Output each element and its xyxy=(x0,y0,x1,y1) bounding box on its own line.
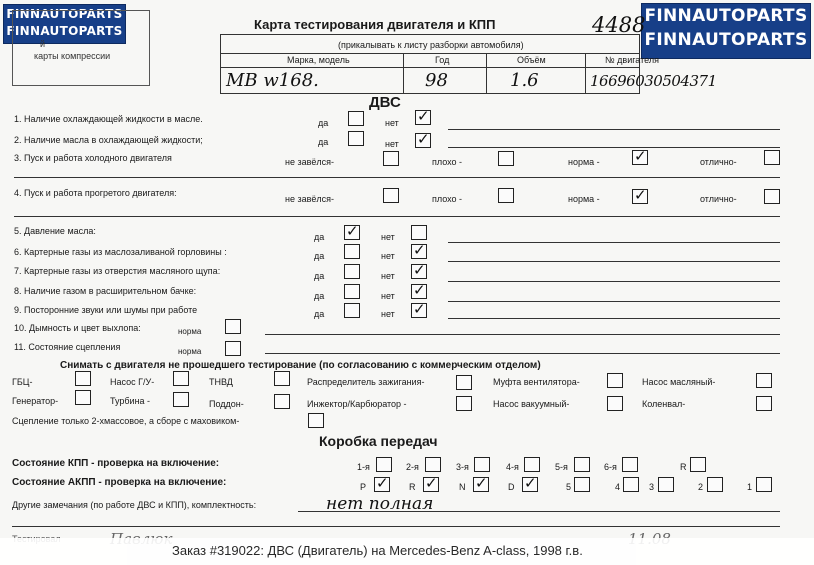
dvs-item-4-normal-checkbox[interactable] xyxy=(632,189,648,204)
header-val-year: 98 xyxy=(425,70,448,91)
dvs-item-7: 7. Картерные газы из отверстия масляного щупа: xyxy=(14,266,221,276)
gear-manual-3-checkbox[interactable] xyxy=(474,457,490,472)
remove-heading: Снимать с двигателя не прошедшего тестирование (по согласованию с коммерческим отделом) xyxy=(60,360,541,371)
dvs-item-8-no-checkbox[interactable] xyxy=(411,284,427,299)
dvs-item-1-yes-checkbox[interactable] xyxy=(348,111,364,126)
header-col-year: Год xyxy=(435,55,450,65)
dvs-item-4-bad-checkbox[interactable] xyxy=(498,188,514,203)
remove-crankshaft-label: Коленвал- xyxy=(642,399,686,409)
dvs-item-9: 9. Посторонние звуки или шумы при работе xyxy=(14,305,198,315)
remove-vacuum-pump-label: Насос вакуумный- xyxy=(493,399,570,409)
header-val-volume: 1.6 xyxy=(510,70,539,91)
dvs-item-8-yes-label: да xyxy=(314,291,325,301)
gearbox-heading: Коробка передач xyxy=(319,433,438,449)
dvs-item-6-yes-label: да xyxy=(314,251,325,261)
watermark-logo-right: FINNAUTOPARTS FINNAUTOPARTS xyxy=(641,3,811,59)
gear-auto-1-checkbox[interactable] xyxy=(756,477,772,492)
gear-manual-1-label: 1-я xyxy=(357,462,370,472)
remove-fan-clutch-label: Муфта вентилятора- xyxy=(493,377,580,387)
remove-generator-checkbox[interactable] xyxy=(75,390,91,405)
dvs-item-3-excellent-label: отлично- xyxy=(700,157,737,167)
gear-auto-n-label: N xyxy=(459,482,466,492)
gear-auto-d-checkbox[interactable] xyxy=(522,477,538,492)
gear-auto-r-label: R xyxy=(409,482,416,492)
dvs-item-3-bad-checkbox[interactable] xyxy=(498,151,514,166)
header-col-divider-2 xyxy=(486,53,487,93)
gear-manual-6-label: 6-я xyxy=(604,462,617,472)
dvs-item-4: 4. Пуск и работа прогретого двигателя: xyxy=(14,188,177,198)
dvs-item-11-norm-label: норма xyxy=(178,347,202,356)
gear-manual-2-label: 2-я xyxy=(406,462,419,472)
dvs-item-2-yes-label: да xyxy=(318,137,329,147)
dvs-item-11-norm-checkbox[interactable] xyxy=(225,341,241,356)
dvs-item-11: 11. Состояние сцепления xyxy=(14,342,121,352)
dvs-item-4-bad-label: плохо - xyxy=(432,194,463,204)
remove-gbc-checkbox[interactable] xyxy=(75,371,91,386)
dvs-item-2: 2. Наличие масла в охлаждающей жидкости; xyxy=(14,135,203,145)
remove-turbine-label: Турбина - xyxy=(110,396,151,406)
stamp-box xyxy=(12,10,150,86)
gear-manual-2-checkbox[interactable] xyxy=(425,457,441,472)
dvs-item-10: 10. Дымность и цвет выхлопа: xyxy=(14,323,141,333)
remove-injector-label: Инжектор/Карбюратор - xyxy=(307,399,407,409)
header-col-divider-3 xyxy=(585,53,586,93)
gear-manual-4-label: 4-я xyxy=(506,462,519,472)
remove-gbc-label: ГБЦ- xyxy=(12,377,33,387)
dvs-item-9-no-checkbox[interactable] xyxy=(411,303,427,318)
dvs-item-2-no-label: нет xyxy=(385,139,399,149)
gear-manual-r-label: R xyxy=(680,462,687,472)
gear-manual-5-checkbox[interactable] xyxy=(574,457,590,472)
dvs-item-1-no-checkbox[interactable] xyxy=(415,110,431,125)
dvs-item-9-yes-checkbox[interactable] xyxy=(344,303,360,318)
doc-number: 4488 xyxy=(592,13,646,37)
stamp-text-1: й xyxy=(40,39,46,49)
dvs-item-3-normal-checkbox[interactable] xyxy=(632,150,648,165)
dvs-item-5-no-label: нет xyxy=(381,232,395,242)
dvs-item-3-bad-label: плохо - xyxy=(432,157,463,167)
dvs-item-4-not-started-label: не завёлся- xyxy=(285,194,335,204)
remove-clutch-note: Сцепление только 2-хмассовое, а сборе с маховиком- xyxy=(12,416,240,426)
dvs-item-5-yes-checkbox[interactable] xyxy=(344,225,360,240)
gear-auto-n-checkbox[interactable] xyxy=(473,477,489,492)
dvs-item-7-yes-checkbox[interactable] xyxy=(344,264,360,279)
gear-auto-p-checkbox[interactable] xyxy=(374,477,390,492)
dvs-item-4-not-started-checkbox[interactable] xyxy=(383,188,399,203)
remove-generator-label: Генератор- xyxy=(12,396,59,406)
remove-oil-pump-label: Насос масляный- xyxy=(642,377,716,387)
remove-crankshaft-checkbox[interactable] xyxy=(756,396,772,411)
dvs-item-6: 6. Картерные газы из маслозаливаной горловины : xyxy=(14,247,227,257)
dvs-item-10-norm-label: норма xyxy=(178,327,202,336)
header-col-model: Марка, модель xyxy=(287,55,350,65)
gear-auto-3-label: 3 xyxy=(649,482,655,492)
remove-pump-gu-label: Насос Г/У- xyxy=(110,377,155,387)
remove-pump-gu-checkbox[interactable] xyxy=(173,371,189,386)
gear-manual-r-checkbox[interactable] xyxy=(690,457,706,472)
gearbox-akpp-label: Состояние АКПП - проверка на включение: xyxy=(12,477,227,488)
header-val-model: MB w168. xyxy=(226,70,319,91)
gear-auto-2-checkbox[interactable] xyxy=(707,477,723,492)
header-val-engine-no: 16696030504371 xyxy=(590,72,717,90)
gear-manual-3-label: 3-я xyxy=(456,462,469,472)
gear-auto-3-checkbox[interactable] xyxy=(658,477,674,492)
dvs-item-2-yes-checkbox[interactable] xyxy=(348,131,364,146)
remove-sump-checkbox[interactable] xyxy=(274,394,290,409)
gear-auto-4-label: 4 xyxy=(615,482,621,492)
dvs-item-1-yes-label: да xyxy=(318,118,329,128)
dvs-item-7-yes-label: да xyxy=(314,271,325,281)
dvs-item-8-no-label: нет xyxy=(381,291,395,301)
dvs-item-5-no-checkbox[interactable] xyxy=(411,225,427,240)
dvs-item-6-no-label: нет xyxy=(381,251,395,261)
header-col-volume: Объём xyxy=(517,55,546,65)
remove-vacuum-pump-checkbox[interactable] xyxy=(607,396,623,411)
dvs-item-4-excellent-checkbox[interactable] xyxy=(764,189,780,204)
dvs-item-9-no-label: нет xyxy=(381,309,395,319)
remove-distributor-checkbox[interactable] xyxy=(456,375,472,390)
dvs-item-3-normal-label: норма - xyxy=(568,157,600,167)
gear-auto-5-label: 5 xyxy=(566,482,572,492)
remove-distributor-label: Распределитель зажигания- xyxy=(307,377,425,387)
dvs-item-5: 5. Давление масла: xyxy=(14,226,96,236)
dvs-item-9-yes-label: да xyxy=(314,309,325,319)
header-col-divider-1 xyxy=(403,53,404,93)
remove-tnvd-checkbox[interactable] xyxy=(274,371,290,386)
remarks-value: нет полная xyxy=(326,494,434,514)
remove-oil-pump-checkbox[interactable] xyxy=(756,373,772,388)
remove-turbine-checkbox[interactable] xyxy=(173,392,189,407)
dvs-item-1-no-label: нет xyxy=(385,118,399,128)
header-col-engine-no: № двигателя xyxy=(605,55,659,65)
header-subtitle: (прикалывать к листу разборки автомобиля) xyxy=(338,40,524,50)
dvs-item-4-normal-label: норма - xyxy=(568,194,600,204)
gear-auto-4-checkbox[interactable] xyxy=(623,477,639,492)
dvs-item-3-not-started-label: не завёлся- xyxy=(285,157,335,167)
page-title: Карта тестирования двигателя и КПП xyxy=(254,17,496,32)
caption-text: Заказ #319022: ДВС (Двигатель) на Mercedes-Benz A-class, 1998 г.в. xyxy=(172,543,583,558)
gear-manual-6-checkbox[interactable] xyxy=(622,457,638,472)
gear-auto-d-label: D xyxy=(508,482,515,492)
dvs-item-3-not-started-checkbox[interactable] xyxy=(383,151,399,166)
dvs-heading: ДВС xyxy=(369,94,401,111)
dvs-item-3-excellent-checkbox[interactable] xyxy=(764,150,780,165)
remove-tnvd-label: ТНВД xyxy=(209,377,233,387)
dvs-item-1: 1. Наличие охлаждающей жидкости в масле. xyxy=(14,114,203,124)
gear-auto-p-label: P xyxy=(360,482,367,492)
stamp-text-2: карты компрессии xyxy=(34,51,111,61)
dvs-item-3: 3. Пуск и работа холодного двигателя xyxy=(14,153,172,163)
remove-injector-checkbox[interactable] xyxy=(456,396,472,411)
dvs-item-7-no-label: нет xyxy=(381,271,395,281)
dvs-item-8: 8. Наличие газом в расширительном бачке: xyxy=(14,286,197,296)
gear-auto-2-label: 2 xyxy=(698,482,704,492)
dvs-item-7-no-checkbox[interactable] xyxy=(411,264,427,279)
remarks-label: Другие замечания (по работе ДВС и КПП), комплектность: xyxy=(12,500,257,510)
dvs-item-6-no-checkbox[interactable] xyxy=(411,244,427,259)
remove-clutch-checkbox[interactable] xyxy=(308,413,324,428)
gear-auto-r-checkbox[interactable] xyxy=(423,477,439,492)
dvs-item-5-yes-label: да xyxy=(314,232,325,242)
caption-bar xyxy=(0,538,814,565)
dvs-item-10-norm-checkbox[interactable] xyxy=(225,319,241,334)
watermark-logo-left: FINNAUTOPARTS FINNAUTOPARTS xyxy=(3,4,126,44)
dvs-item-2-no-checkbox[interactable] xyxy=(415,133,431,148)
gear-manual-1-checkbox[interactable] xyxy=(376,457,392,472)
dvs-item-4-excellent-label: отлично- xyxy=(700,194,737,204)
gearbox-kpp-label: Состояние КПП - проверка на включение: xyxy=(12,458,220,469)
remove-sump-label: Поддон- xyxy=(209,399,244,409)
dvs-item-8-yes-checkbox[interactable] xyxy=(344,284,360,299)
gear-auto-5-checkbox[interactable] xyxy=(574,477,590,492)
dvs-item-6-yes-checkbox[interactable] xyxy=(344,244,360,259)
remove-fan-clutch-checkbox[interactable] xyxy=(607,373,623,388)
gear-manual-5-label: 5-я xyxy=(555,462,568,472)
gear-manual-4-checkbox[interactable] xyxy=(524,457,540,472)
gear-auto-1-label: 1 xyxy=(747,482,753,492)
